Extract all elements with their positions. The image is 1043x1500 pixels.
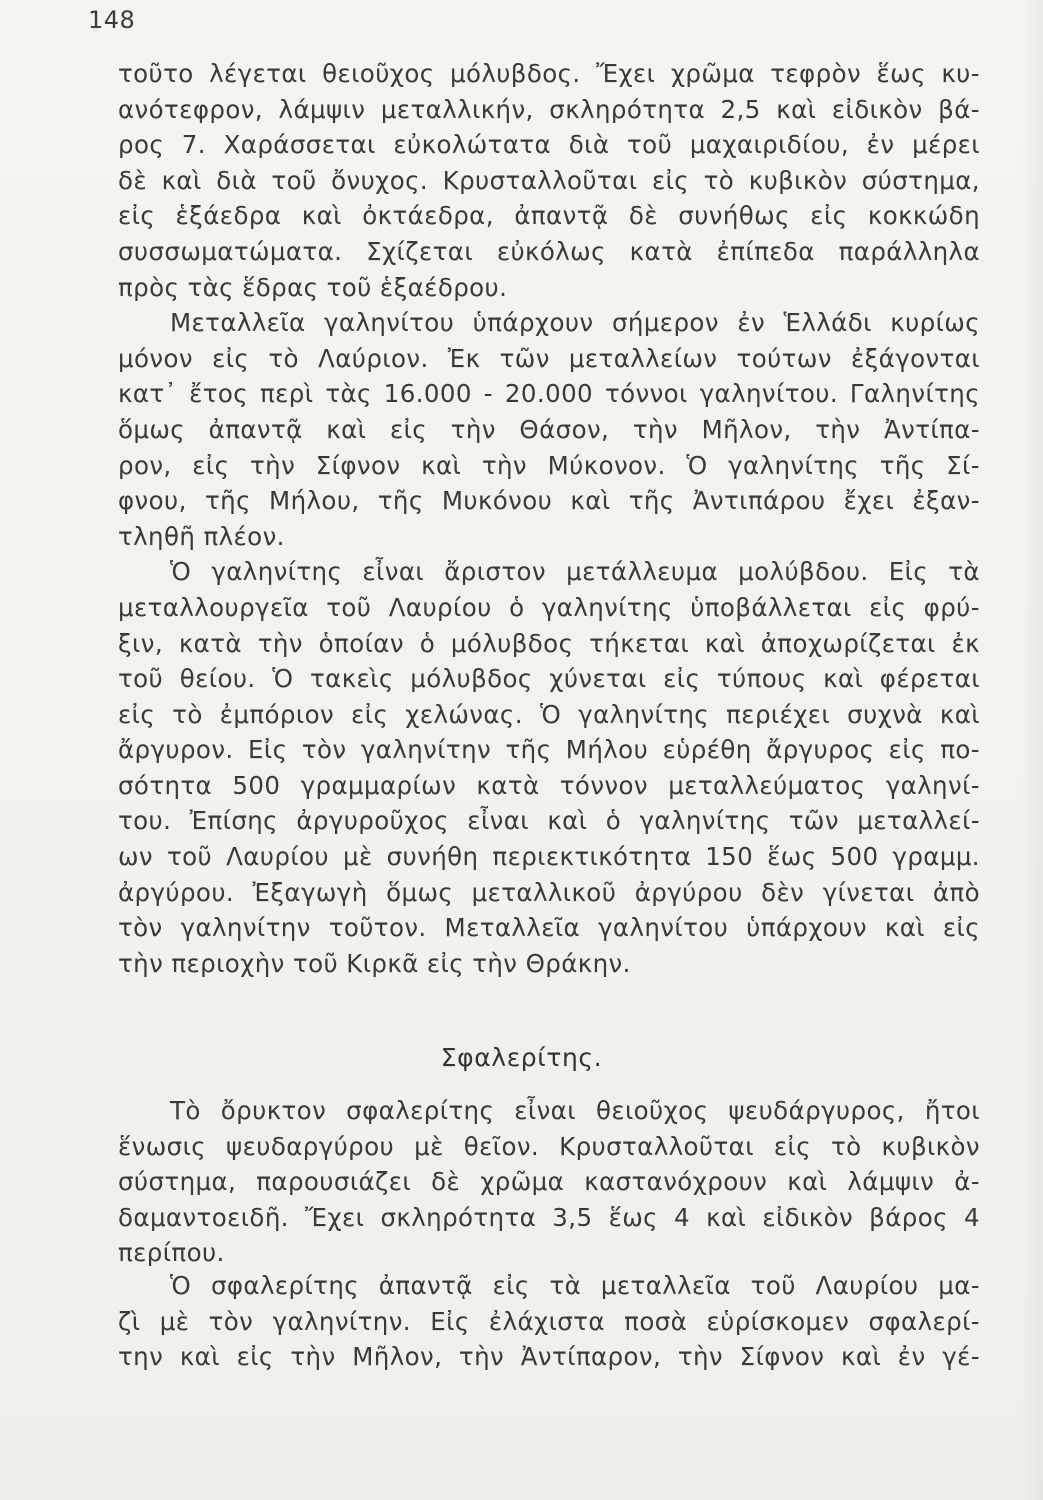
paragraph bbox=[118, 1268, 980, 1375]
text-line: σότητα 500 γραμμαρίων κατὰ τόννον μεταλλεύματος γαληνί- bbox=[118, 770, 980, 800]
text-block-sphalerite-occurrence bbox=[118, 1268, 980, 1375]
text-line: τληθῆ πλέον. bbox=[118, 521, 285, 551]
text-line: μεταλλουργεῖα τοῦ Λαυρίου ὁ γαληνίτης ὑποβάλλεται εἰς φρύ- bbox=[118, 592, 980, 622]
text-line: ἕνωσις ψευδαργύρου μὲ θεῖον. Κρυσταλλοῦται εἰς τὸ κυβικὸν bbox=[118, 1131, 980, 1161]
text-line: ζὶ μὲ τὸν γαληνίτην. Εἰς ἐλάχιστα ποσὰ εὑρίσκομεν σφαλερί- bbox=[118, 1306, 980, 1336]
text-line: την καὶ εἰς τὴν Μῆλον, τὴν Ἀντίπαρον, τὴν Σίφνον καὶ ἐν γέ- bbox=[118, 1342, 980, 1372]
paragraph bbox=[118, 554, 980, 981]
text-line: τοῦ θείου. Ὁ τακεὶς μόλυβδος χύνεται εἰς τύπους καὶ φέρεται bbox=[118, 664, 980, 694]
text-line: ἄργυρον. Εἰς τὸν γαληνίτην τῆς Μήλου εὑρέθη ἄργυρος εἰς πο- bbox=[118, 735, 980, 765]
text-line: φνου, τῆς Μήλου, τῆς Μυκόνου καὶ τῆς Ἀντιπάρου ἔχει ἐξαν- bbox=[118, 486, 980, 516]
text-line: ξιν, κατὰ τὴν ὁποίαν ὁ μόλυβδος τήκεται καὶ ἀποχωρίζεται ἐκ bbox=[118, 628, 980, 658]
text-line: εἰς ἑξάεδρα καὶ ὀκτάεδρα, ἀπαντᾷ δὲ συνήθως εἰς κοκκώδη bbox=[118, 201, 980, 231]
text-line: Ὁ γαληνίτης εἶναι ἄριστον μετάλλευμα μολύβδου. Εἰς τὰ bbox=[170, 557, 980, 587]
text-line: ανότεφρον, λάμψιν μεταλλικήν, σκληρότητα 2,5 καὶ εἰδικὸν βά- bbox=[118, 94, 980, 124]
text-line: ων τοῦ Λαυρίου μὲ συνήθη περιεκτικότητα 150 ἕως 500 γραμμ. bbox=[118, 842, 980, 872]
section-heading: Σφαλερίτης. bbox=[440, 1043, 603, 1072]
text-line: ὅμως ἀπαντᾷ καὶ εἰς τὴν Θάσον, τὴν Μῆλον, τὴν Ἀντίπα- bbox=[118, 414, 980, 444]
page-number: 148 bbox=[88, 6, 136, 34]
text-line: του. Ἐπίσης ἀργυροῦχος εἶναι καὶ ὁ γαληνίτης τῶν μεταλλεί- bbox=[118, 806, 980, 836]
text-line: ρος 7. Χαράσσεται εὐκολώτατα διὰ τοῦ μαχαιριδίου, ἐν μέρει bbox=[118, 130, 980, 160]
text-line: εἰς τὸ ἐμπόριον εἰς χελώνας. Ὁ γαληνίτης περιέχει συχνὰ καὶ bbox=[118, 699, 980, 729]
text-line: Τὸ ὄρυκτον σφαλερίτης εἶναι θειοῦχος ψευδάργυρος, ἤτοι bbox=[170, 1096, 980, 1125]
text-line: Μεταλλεῖα γαληνίτου ὑπάρχουν σήμερον ἐν Ἑλλάδι κυρίως bbox=[170, 308, 980, 338]
paragraph bbox=[118, 1093, 980, 1271]
text-line: Ὁ σφαλερίτης ἀπαντᾷ εἰς τὰ μεταλλεῖα τοῦ Λαυρίου μα- bbox=[170, 1271, 980, 1300]
paragraph bbox=[118, 305, 980, 554]
text-block-sphalerite bbox=[118, 1093, 980, 1271]
text-line: συσσωματώματα. Σχίζεται εὐκόλως κατὰ ἐπίπεδα παράλληλα bbox=[118, 236, 980, 266]
text-line: τὸν γαληνίτην τοῦτον. Μεταλλεῖα γαληνίτου ὑπάρχουν καὶ εἰς bbox=[118, 913, 980, 943]
paragraph bbox=[118, 56, 980, 305]
text-line: ρον, εἰς τὴν Σίφνον καὶ τὴν Μύκονον. Ὁ γαληνίτης τῆς Σί- bbox=[118, 450, 980, 480]
text-line: μόνον εἰς τὸ Λαύριον. Ἐκ τῶν μεταλλείων τούτων ἐξάγονται bbox=[118, 343, 980, 373]
text-line: ἀργύρου. Ἐξαγωγὴ ὅμως μεταλλικοῦ ἀργύρου δὲν γίνεται ἀπὸ bbox=[118, 877, 980, 907]
text-block-galena bbox=[118, 56, 980, 981]
text-line: πρὸς τὰς ἕδρας τοῦ ἑξαέδρου. bbox=[118, 272, 508, 302]
text-line: περίπου. bbox=[118, 1238, 225, 1268]
text-line: τὴν περιοχὴν τοῦ Κιρκᾶ εἰς τὴν Θράκην. bbox=[118, 948, 631, 978]
text-line: δὲ καὶ διὰ τοῦ ὄνυχος. Κρυσταλλοῦται εἰς τὸ κυβικὸν σύστημα, bbox=[118, 165, 980, 195]
text-line: τοῦτο λέγεται θειοῦχος μόλυβδος. Ἔχει χρῶμα τεφρὸν ἕως κυ- bbox=[118, 59, 980, 88]
text-line: κατ᾽ ἔτος περὶ τὰς 16.000 - 20.000 τόννοι γαληνίτου. Γαληνίτης bbox=[118, 379, 980, 409]
text-line: δαμαντοειδῆ. Ἔχει σκληρότητα 3,5 ἕως 4 καὶ εἰδικὸν βάρος 4 bbox=[118, 1202, 980, 1232]
text-line: σύστημα, παρουσιάζει δὲ χρῶμα καστανόχρουν καὶ λάμψιν ἀ- bbox=[118, 1167, 980, 1197]
scan-edge-shadow bbox=[1021, 0, 1043, 1500]
